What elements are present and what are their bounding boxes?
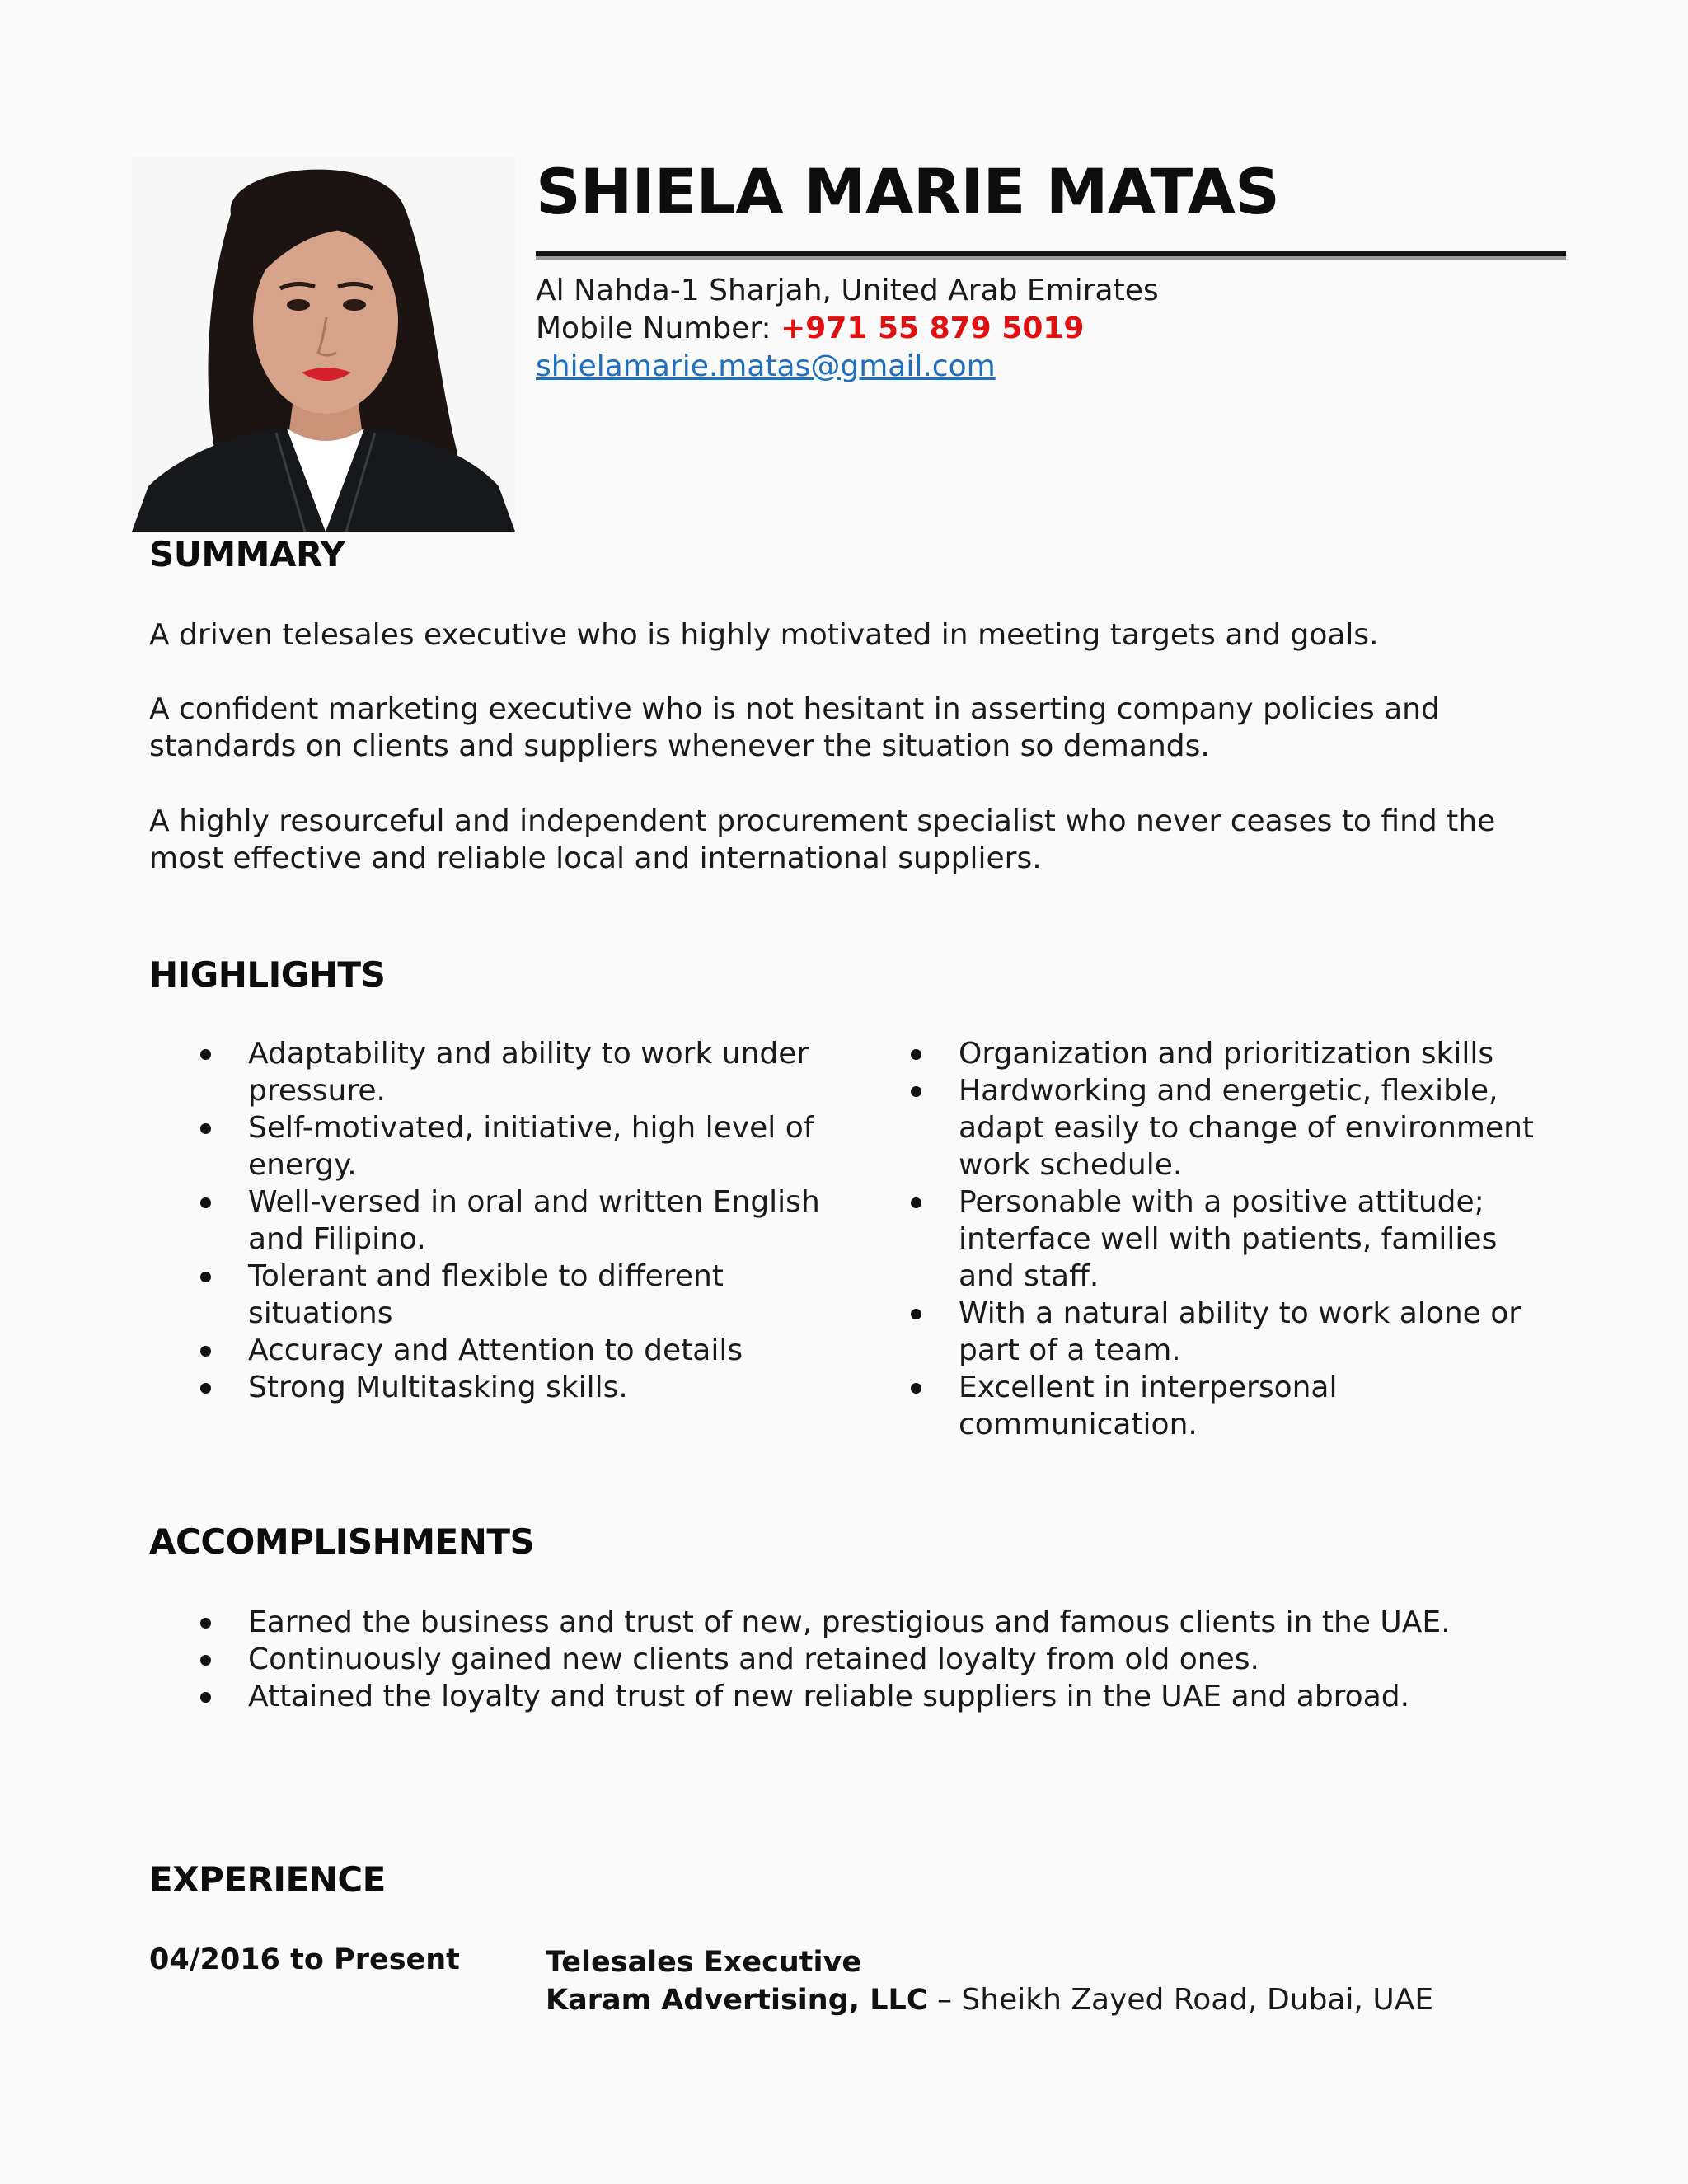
bullet-icon [911, 1197, 921, 1208]
list-item: Excellent in interpersonal communication. [959, 1369, 1544, 1443]
candidate-name: SHIELA MARIE MATAS [536, 155, 1279, 228]
header-divider [536, 251, 1566, 256]
bullet-icon [200, 1123, 211, 1134]
summary-paragraph-1: A driven telesales executive who is highly motivated in meeting targets and goals. [149, 618, 1379, 652]
bullet-icon [911, 1383, 921, 1394]
bullet-icon [200, 1655, 211, 1666]
accomplishments-heading: ACCOMPLISHMENTS [149, 1521, 535, 1562]
bullet-icon [200, 1346, 211, 1357]
experience-company: Karam Advertising, LLC [546, 1984, 928, 2017]
experience-entry [546, 1943, 1433, 2019]
bullet-icon [200, 1049, 211, 1060]
mobile-line [536, 310, 1159, 348]
email-link[interactable]: shielamarie.matas@gmail.com [536, 349, 996, 383]
bullet-icon [911, 1309, 921, 1319]
bullet-icon [200, 1272, 211, 1282]
experience-heading: EXPERIENCE [149, 1859, 386, 1900]
bullet-icon [911, 1049, 921, 1060]
bullet-icon [200, 1692, 211, 1703]
bullet-icon [911, 1086, 921, 1097]
bullet-icon [200, 1618, 211, 1629]
list-item: Hardworking and energetic, flexible, adapt easily to change of environment work schedule. [959, 1072, 1544, 1183]
list-item: With a natural ability to work alone or part of a team. [959, 1295, 1544, 1369]
list-item: Strong Multitasking skills. [248, 1369, 825, 1406]
accomplishments-list [248, 1604, 1567, 1715]
contact-block [536, 272, 1159, 386]
summary-heading: SUMMARY [149, 534, 345, 574]
highlights-right-list [959, 1035, 1544, 1443]
list-item: Attained the loyalty and trust of new reliable suppliers in the UAE and abroad. [248, 1678, 1567, 1715]
mobile-label: Mobile Number: [536, 312, 771, 345]
list-item: Personable with a positive attitude; interface well with patients, families and staff. [959, 1183, 1544, 1295]
highlights-heading: HIGHLIGHTS [149, 954, 386, 995]
list-item: Organization and prioritization skills [959, 1035, 1544, 1072]
experience-location: – Sheikh Zayed Road, Dubai, UAE [927, 1983, 1434, 2017]
list-item: Continuously gained new clients and retained loyalty from old ones. [248, 1641, 1567, 1678]
list-item: Well-versed in oral and written English and Filipino. [248, 1183, 825, 1258]
list-item: Adaptability and ability to work under pressure. [248, 1035, 825, 1109]
experience-position: Telesales Executive [546, 1946, 862, 1979]
bullet-icon [200, 1197, 211, 1208]
mobile-number[interactable]: +971 55 879 5019 [781, 312, 1085, 345]
bullet-icon [200, 1383, 211, 1394]
list-item: Tolerant and flexible to different situations [248, 1258, 825, 1332]
experience-dates: 04/2016 to Present [149, 1943, 460, 1976]
list-item: Self-motivated, initiative, high level of energy. [248, 1109, 825, 1183]
highlights-left-list [248, 1035, 825, 1406]
profile-photo [132, 157, 515, 532]
summary-paragraph-2: A confident marketing executive who is not hesitant in asserting company policies and standards on clients and suppliers whenever the situation so demands. [149, 692, 1440, 763]
address: Al Nahda-1 Sharjah, United Arab Emirates [536, 274, 1159, 307]
summary-paragraph-3: A highly resourceful and independent procurement specialist who never ceases to find the most effective and reliable local and international suppliers. [149, 804, 1496, 875]
list-item: Earned the business and trust of new, prestigious and famous clients in the UAE. [248, 1604, 1567, 1641]
list-item: Accuracy and Attention to details [248, 1332, 825, 1369]
experience-employer-line [546, 1981, 1433, 2019]
